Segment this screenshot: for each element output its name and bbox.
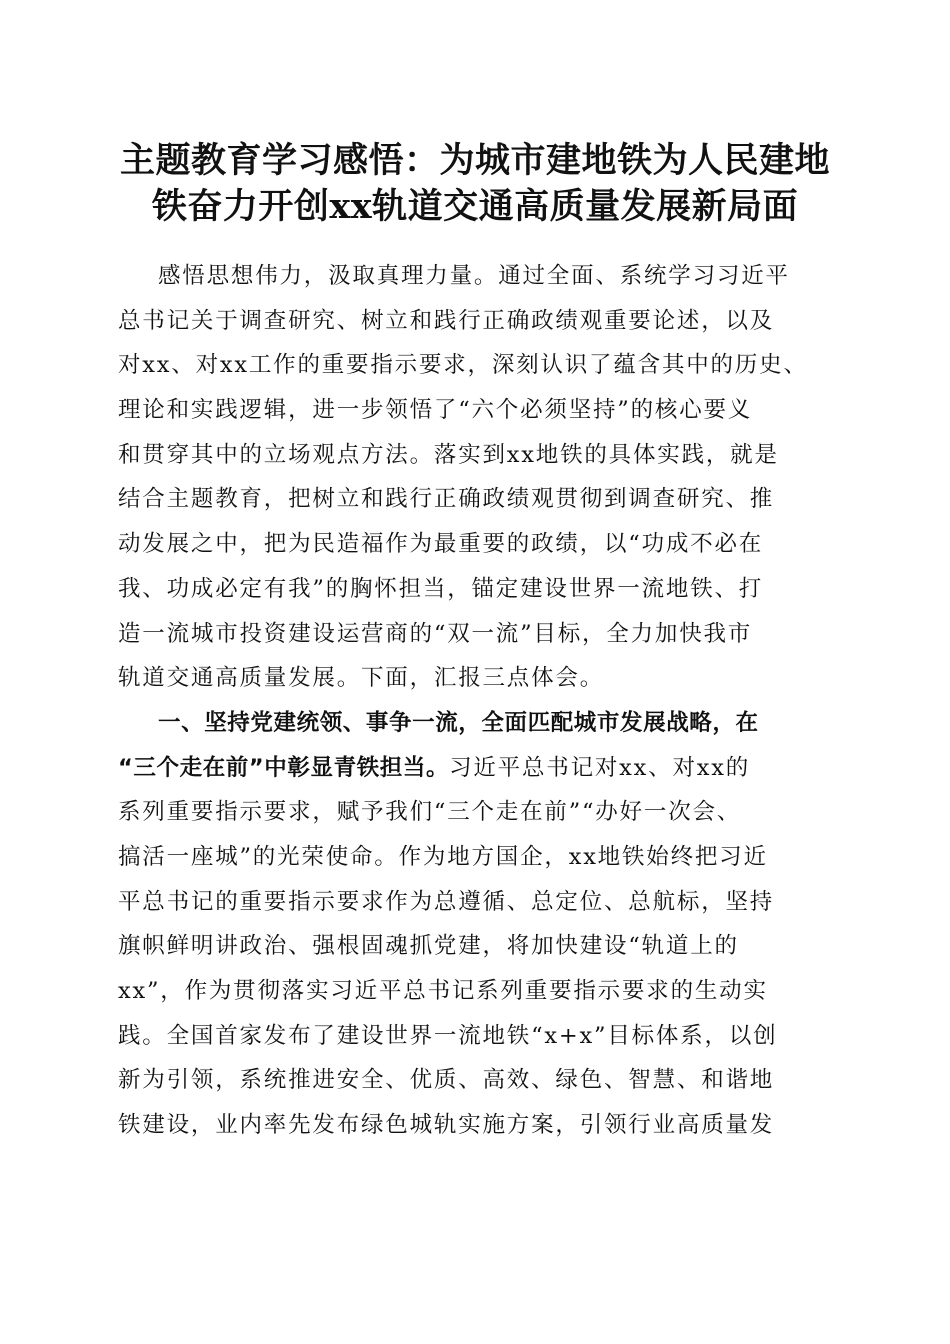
paragraph-2 [118, 701, 838, 1148]
section-heading: 一、坚持党建统领、事争一流，全面匹配城市发展战略，在 [158, 709, 759, 736]
text-line: 理论和实践逻辑，进一步领悟了“六个必须坚持”的核心要义 [118, 397, 753, 424]
document-title [80, 138, 870, 230]
text-line: 动发展之中，把为民造福作为最重要的政绩，以“功成不必在 [118, 531, 764, 558]
document-body [118, 254, 838, 1148]
text-line: 新为引领，系统推进安全、优质、高效、绿色、智慧、和谐地 [118, 1067, 775, 1094]
text-line: 铁建设，业内率先发布绿色城轨实施方案，引领行业高质量发 [118, 1112, 775, 1139]
text-line: 我、功成必定有我”的胸怀担当，锚定建设世界一流地铁、打 [118, 575, 764, 602]
text-line: 对xx、对xx工作的重要指示要求，深刻认识了蕴含其中的历史、 [118, 352, 808, 379]
text-line: 搞活一座城”的光荣使命。作为地方国企，xx地铁始终把习近 [118, 843, 768, 870]
text-fragment: 习近平总书记对xx、对xx的 [449, 754, 751, 781]
title-line-1: 主题教育学习感悟：为城市建地铁为人民建地 [119, 140, 830, 181]
text-line: 总书记关于调查研究、树立和践行正确政绩观重要论述，以及 [118, 307, 775, 334]
text-line: 旗帜鲜明讲政治、强根固魂抓党建，将加快建设“轨道上的 [118, 933, 739, 960]
text-line: xx”，作为贯彻落实习近平总书记系列重要指示要求的生动实 [118, 978, 768, 1004]
text-line: 践。全国首家发布了建设世界一流地铁“x+x”目标体系，以创 [118, 1022, 778, 1049]
text-line: 和贯穿其中的立场观点方法。落实到xx地铁的具体实践，就是 [118, 441, 779, 468]
section-heading-continued: “三个走在前”中彰显青铁担当。 [118, 754, 450, 781]
title-line-2: 铁奋力开创xx轨道交通高质量发展新局面 [151, 186, 799, 227]
text-line: 造一流城市投资建设运营商的“双一流”目标，全力加快我市 [118, 620, 753, 647]
text-line: 轨道交通高质量发展。下面，汇报三点体会。 [118, 665, 605, 692]
text-line: 结合主题教育，把树立和践行正确政绩观贯彻到调查研究、推 [118, 486, 775, 513]
text-line: 感悟思想伟力，汲取真理力量。通过全面、系统学习习近平 [158, 263, 790, 289]
paragraph-1 [118, 254, 838, 701]
text-line: 平总书记的重要指示要求作为总遵循、总定位、总航标，坚持 [118, 888, 775, 915]
text-line: 系列重要指示要求，赋予我们“三个走在前”“办好一次会、 [118, 799, 742, 826]
text-line [118, 746, 838, 791]
